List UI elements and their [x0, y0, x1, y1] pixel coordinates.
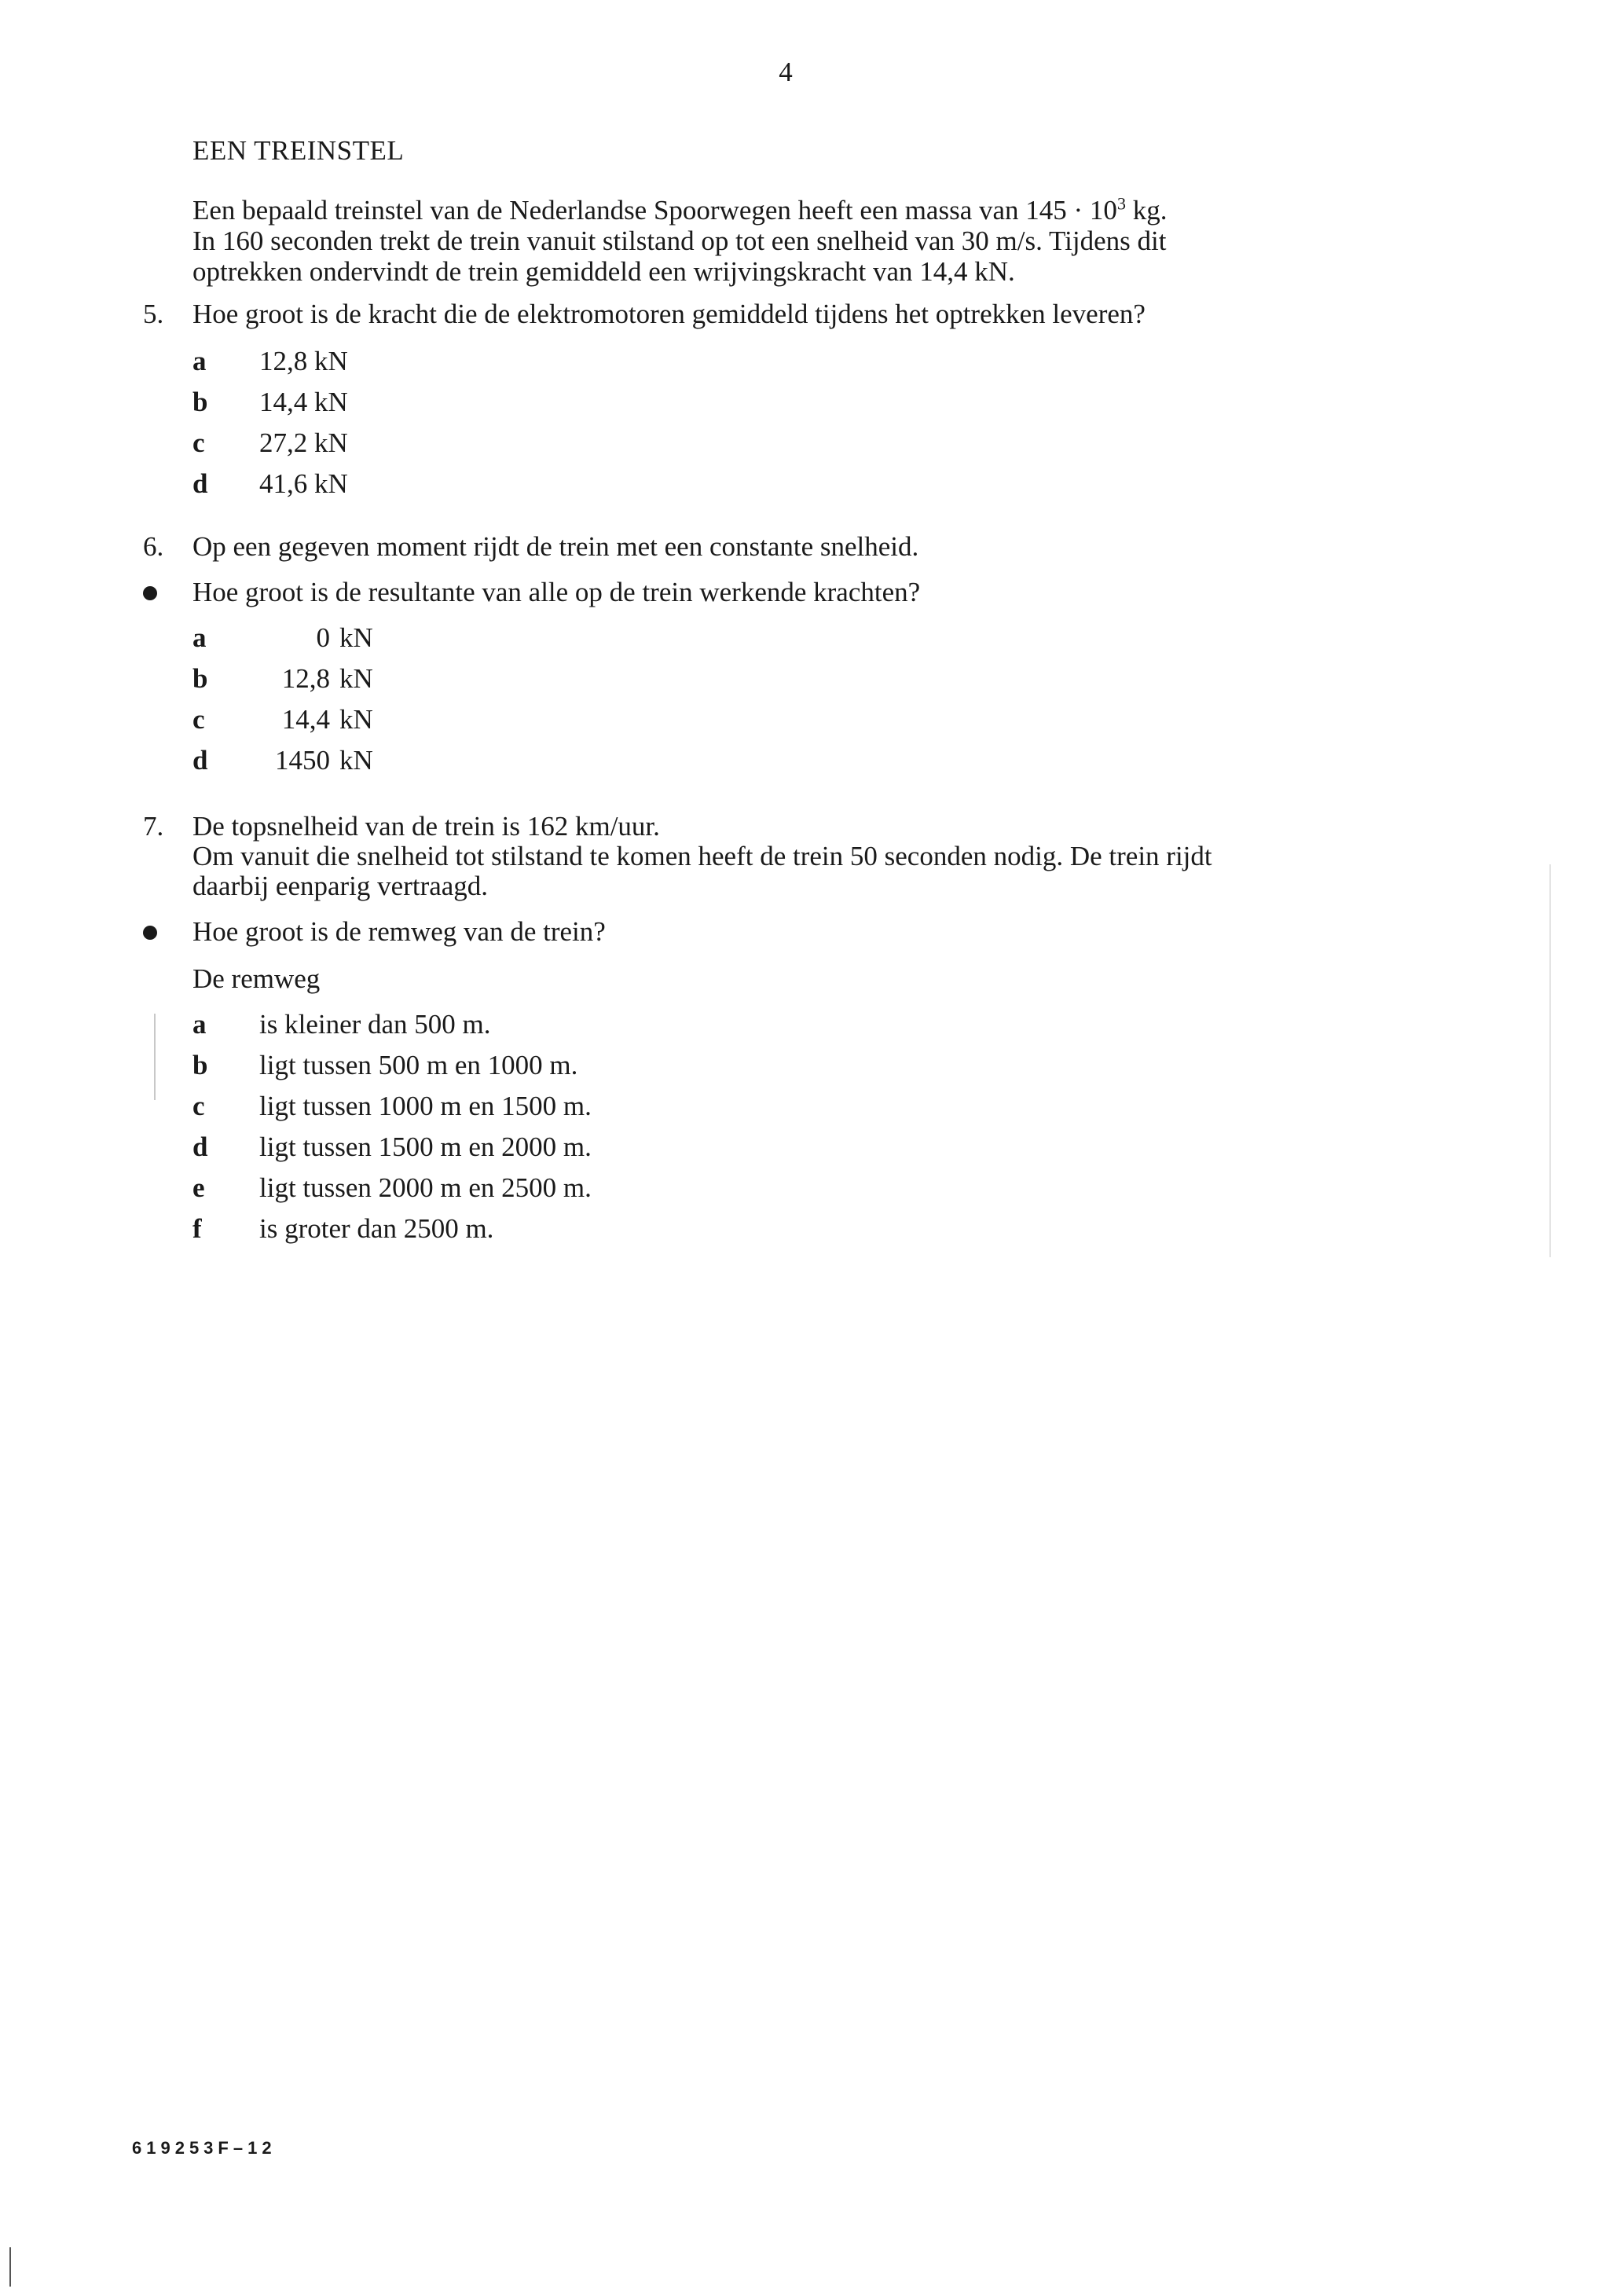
intro-paragraph: [192, 195, 1167, 287]
question-line-3: daarbij eenparig vertraagd.: [192, 871, 489, 901]
question-line-1: De topsnelheid van de trein is 162 km/uur.: [192, 811, 660, 842]
section-title: EEN TREINSTEL: [192, 135, 405, 166]
question-number: 5.: [143, 299, 164, 329]
question-number: 7.: [143, 811, 164, 842]
scan-edge-mark: [9, 2247, 11, 2287]
question-text: Hoe groot is de kracht die de elektromotoren gemiddeld tijdens het optrekken leveren?: [192, 299, 1146, 329]
intro-line-2: In 160 seconden trekt de trein vanuit stilstand op tot een snelheid van 30 m/s. Tijdens dit: [192, 226, 1167, 256]
bullet-icon: [143, 586, 157, 600]
question-number: 6.: [143, 531, 164, 562]
question-line-2: Om vanuit die snelheid tot stilstand te komen heeft de trein 50 seconden nodig. De trein rijdt: [192, 841, 1212, 871]
page-number: 4: [779, 57, 793, 87]
exponent: 3: [1116, 193, 1126, 214]
bullet-icon: [143, 926, 157, 940]
question-statement: Op een gegeven moment rijdt de trein met een constante snelheid.: [192, 531, 919, 562]
scan-margin-line: [1549, 864, 1551, 1257]
scan-margin-line: [154, 1014, 156, 1100]
document-code: 619253F–12: [132, 2138, 277, 2158]
intro-line-1: Een bepaald treinstel van de Nederlandse Spoorwegen heeft een massa van $145 \cdot 10^3$ kg.: [192, 193, 1168, 226]
answer-lead: De remweg: [192, 963, 321, 994]
question-text: Hoe groot is de resultante van alle op de trein werkende krachten?: [192, 577, 921, 607]
exam-page: 4 EEN TREINSTEL Een bepaald treinstel van de Nederlandse Spoorwegen heeft een massa van $145 \cdot 10^3$ kg. In 160 seconden trekt de trein vanuit stilstand op tot een snelheid van 30 m/s. Tijdens dit optrekken ondervindt de trein gemiddeld een wrijvingskracht van 14,4 kN. 5. Hoe groot is de kracht die de elektromotoren gemiddeld tijdens het optrekken leveren? a 12,8 kN b 14,4 kN c 27,2 kN d 41,6 kN 6. Op een gegeven moment rijdt de trein met een constante snelheid. Hoe groot is de resultante van alle op de trein werkende krachten? a 0 kN b 12,8 kN c 14,4 kN d 1450 kN 7. De topsnelheid van de trein is 162 km/uur. Om vanuit die snelheid tot stilstand te komen heeft de trein 50 seconden nodig. De trein rijdt daarbij eenparig vertraagd. Hoe groot is de remweg van de trein? De remweg a is kleiner dan 500 m. b ligt tussen 500 m en 1000 m. c ligt tussen 1000 m en 1500 m. d ligt tussen 1500 m en 2000 m. e ligt tussen 2000 m en 2500 m. f is groter dan 2500 m. 619253F–12: [0, 0, 1624, 2296]
question-text: Hoe groot is de remweg van de trein?: [192, 916, 606, 947]
intro-line-3: optrekken ondervindt de trein gemiddeld een wrijvingskracht van 14,4 kN.: [192, 256, 1015, 287]
